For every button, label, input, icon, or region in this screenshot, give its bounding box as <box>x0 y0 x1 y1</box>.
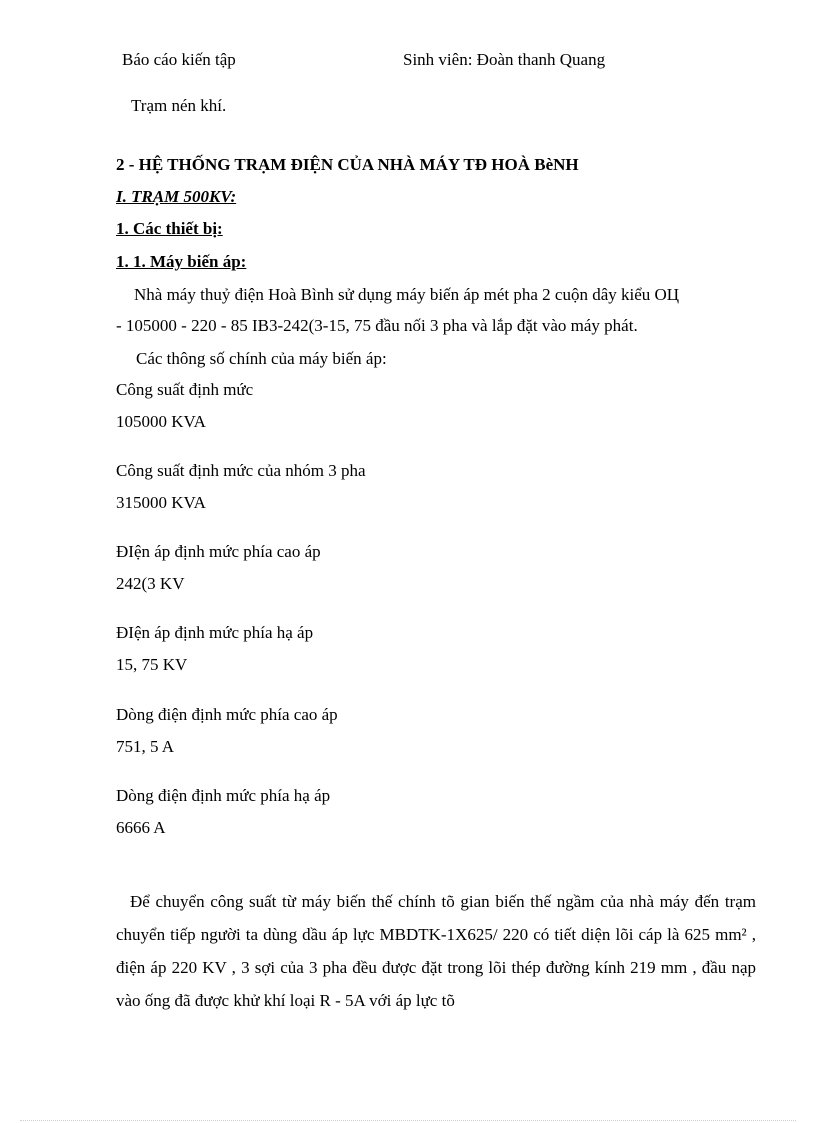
intro-line: Trạm nén khí. <box>131 96 227 115</box>
spec-value: 15, 75 KV <box>116 655 188 674</box>
spec-label: ĐIện áp định mức phía cao áp <box>116 542 321 561</box>
heading-transformer: 1. 1. Máy biến áp: <box>116 252 247 271</box>
spec-value: 105000 KVA <box>116 412 206 431</box>
section-title: 2 - HỆ THỐNG TRẠM ĐIỆN CỦA NHÀ MÁY TĐ HOÀ BèNH <box>116 155 579 174</box>
subsection-title: I. TRẠM 500KV: <box>116 187 237 206</box>
spec-label: Dòng điện định mức phía hạ áp <box>116 786 331 805</box>
spec-label: ĐIện áp định mức phía hạ áp <box>116 623 314 642</box>
paragraph-line-1: Nhà máy thuỷ điện Hoà Bình sử dụng máy biến áp mét pha 2 cuộn dây kiểu ОЦ <box>134 285 680 304</box>
paragraph-line-2: - 105000 - 220 - 85 IB3-242(3-15, 75 đầu nối 3 pha và lắp đặt vào máy phát. <box>116 316 638 335</box>
header-left: Báo cáo kiến tập <box>122 50 236 69</box>
header-right: Sinh viên: Đoàn thanh Quang <box>403 50 606 69</box>
spec-label: Công suất định mức <box>116 380 254 399</box>
spec-value: 315000 KVA <box>116 493 206 512</box>
footer-divider <box>20 1120 796 1121</box>
closing-paragraph <box>116 885 756 1017</box>
closing-paragraph-text: Để chuyển công suất từ máy biến thế chính tõ gian biến thế ngầm của nhà máy đến trạm chuyển tiếp người ta dùng dầu áp lực MBDTK-1X625/ 220 có tiết diện lõi cáp là 625 mm² , điện áp 220 KV , 3 sợi của 3 pha đều được đặt trong lõi thép đường kính 219 mm , đầu nạp vào ống đã được khử khí loại R - 5A với áp lực tõ <box>116 892 756 1010</box>
spec-value: 6666 A <box>116 818 166 837</box>
heading-devices: 1. Các thiết bị: <box>116 219 223 238</box>
spec-label: Công suất định mức của nhóm 3 pha <box>116 461 366 480</box>
params-intro: Các thông số chính của máy biến áp: <box>136 349 387 368</box>
spec-value: 242(3 KV <box>116 574 185 593</box>
spec-label: Dòng điện định mức phía cao áp <box>116 705 338 724</box>
spec-value: 751, 5 A <box>116 737 175 756</box>
